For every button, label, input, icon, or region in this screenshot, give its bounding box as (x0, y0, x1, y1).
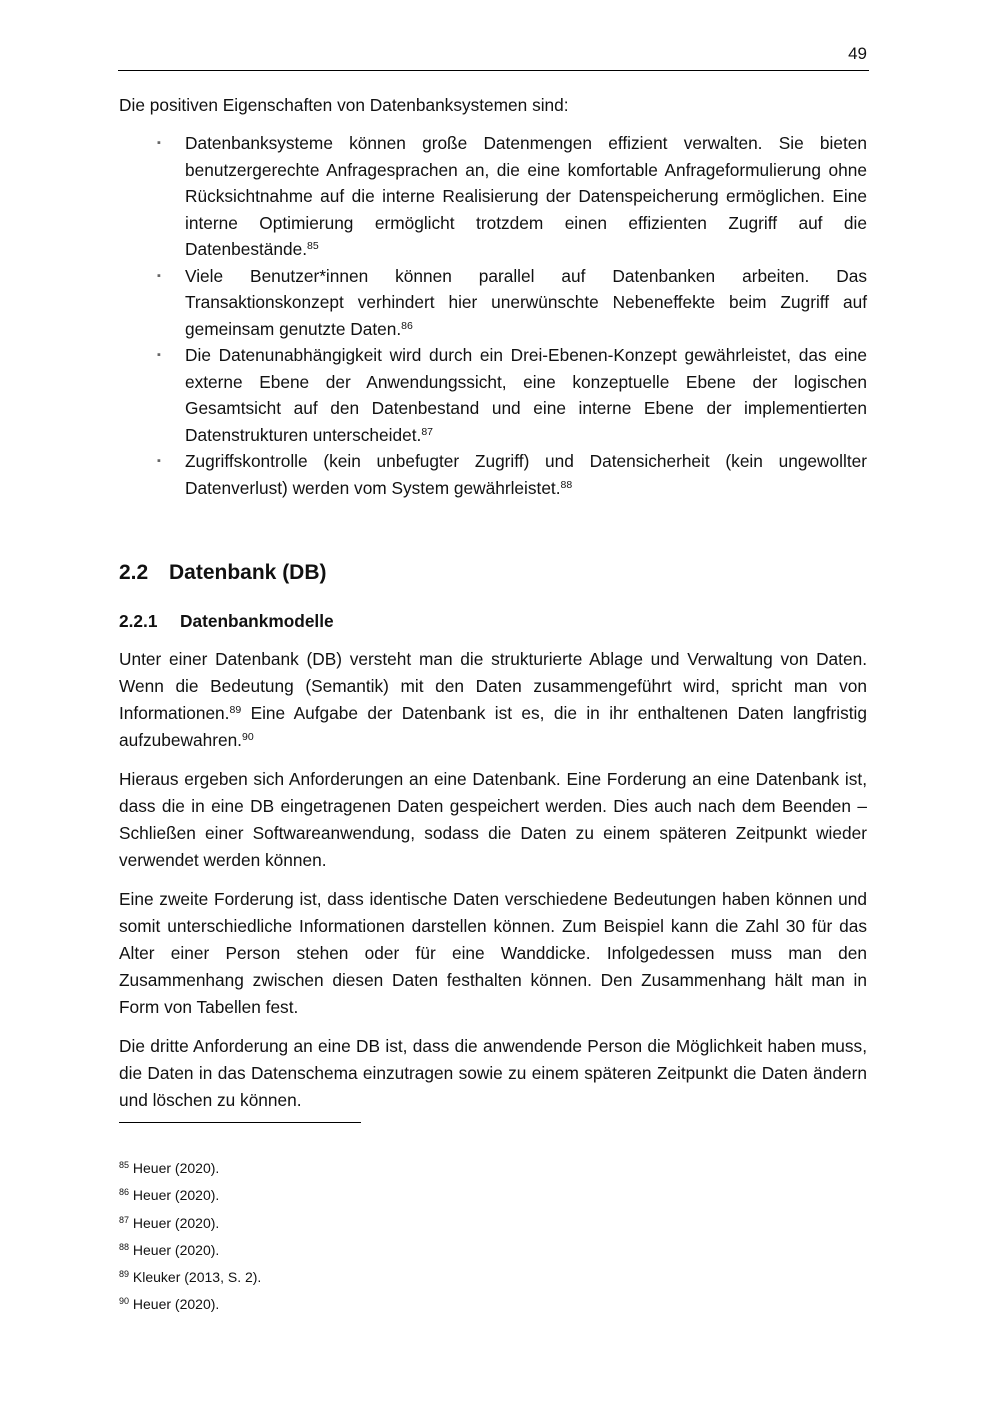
footnote-text: Heuer (2020). (132, 1160, 220, 1176)
footnote-number: 90 (119, 1296, 130, 1307)
footnote-text: Heuer (2020). (132, 1214, 220, 1231)
section-heading (119, 558, 867, 588)
footnote-ref[interactable]: 89 (229, 704, 242, 716)
footnote-text: Heuer (2020). (132, 1296, 220, 1313)
square-bullet-icon: ▪ (157, 455, 161, 467)
paragraph-text: Unter einer Datenbank (DB) versteht man die strukturierte Ablage und Verwaltung von Daten. Wenn die Bedeutung (Semantik) mit den Daten zusammengeführt wird, spricht man von Informationen. (119, 649, 867, 723)
footnote-separator (119, 1122, 361, 1123)
footnote-ref[interactable]: 85 (307, 240, 319, 252)
subsection-heading (119, 608, 867, 634)
footnote (119, 1155, 261, 1182)
footnote-number: 89 (119, 1269, 130, 1280)
footnote-text: Kleuker (2013, S. 2). (132, 1269, 262, 1286)
square-bullet-icon: ▪ (157, 269, 161, 282)
footnote-text: Heuer (2020). (132, 1187, 220, 1204)
footnote (119, 1210, 261, 1237)
body-paragraph: Hieraus ergeben sich Anforderungen an eine Datenbank. Eine Forderung an eine Datenbank ist, dass die in eine DB eingetragenen Daten gespeichert werden. Dies auch nach dem Beenden – Schließen einer Softwareanwendung, sodass die Daten zu einem späteren Zeitpunkt wieder verwendet werden können. (119, 769, 867, 870)
list-item (119, 448, 867, 501)
list-item (119, 342, 867, 448)
section-number: 2.2 (119, 561, 149, 584)
footnote-number: 85 (119, 1160, 130, 1170)
footnote (119, 1182, 261, 1209)
footnote-ref[interactable]: 88 (560, 478, 573, 491)
list-item-text: Viele Benutzer*innen können parallel auf Datenbanken arbeiten. Das Transaktionskonzept verhindert hier unerwünschte Nebeneffekte beim Zugriff auf gemeinsam genutzte Daten. (185, 265, 867, 339)
list-item-text: Die Datenunabhängigkeit wird durch ein Drei-Ebenen-Konzept gewährleistet, das eine externe Ebene der Anwendungssicht, eine konzeptuelle Ebene der logischen Gesamtsicht auf den Datenbestand und eine interne Ebene der implementierten Datenstrukturen unterscheidet. (185, 345, 867, 445)
list-item-text: Datenbanksysteme können große Datenmengen effizient verwalten. Sie bieten benutzergerechte Anfragesprachen an, die eine komfortable Anfrageformulierung ohne Rücksichtnahme auf die interne Realisierung der Datenspeicherung ermöglichen. Eine interne Optimierung ermöglicht trotzdem einen effizienten Zugriff auf die Datenbestände. (185, 133, 867, 259)
footnote-ref[interactable]: 90 (241, 731, 254, 743)
header-rule (118, 70, 869, 71)
body-paragraph: Eine zweite Forderung ist, dass identische Daten verschiedene Bedeutungen haben können und somit unterschiedliche Informationen darstellen können. Zum Beispiel kann die Zahl 30 für das Alter einer Person stehen oder für eine Wanddicke. Infolgedessen muss man den Zusammenhang zwischen diesen Daten festhalten können. Den Zusammenhang hält man in Form von Tabellen fest. (119, 889, 867, 1017)
paragraph-text: Eine Aufgabe der Datenbank ist es, die in ihr enthaltenen Daten langfristig aufzubewahren. (119, 703, 867, 750)
footnote-ref[interactable]: 87 (421, 425, 433, 438)
footnote (119, 1237, 261, 1264)
square-bullet-icon: ▪ (157, 349, 161, 361)
intro-text: Die positiven Eigenschaften von Datenbanksystemen sind: (119, 95, 569, 115)
body-paragraph: Die dritte Anforderung an eine DB ist, dass die anwendende Person die Möglichkeit haben muss, die Daten in das Datenschema einzutragen sowie zu einem späteren Zeitpunkt die Daten ändern und löschen zu können. (119, 1036, 867, 1110)
bullet-list (119, 130, 867, 501)
main-content (119, 92, 867, 1114)
footnote-text: Heuer (2020). (132, 1241, 220, 1258)
square-bullet-icon: ▪ (157, 137, 161, 149)
subsection-number: 2.2.1 (119, 611, 158, 631)
footnote (119, 1291, 261, 1318)
page-number: 49 (848, 44, 867, 63)
footnote-number: 86 (119, 1187, 130, 1198)
footnote-number: 88 (119, 1241, 130, 1252)
list-item-text: Zugriffskontrolle (kein unbefugter Zugriff) und Datensicherheit (kein ungewollter Datenverlust) werden vom System gewährleistet. (185, 451, 867, 498)
footnotes (119, 1155, 261, 1319)
list-item (119, 130, 867, 263)
section-title: Datenbank (DB) (169, 561, 327, 584)
subsection-title: Datenbankmodelle (180, 611, 334, 631)
body-paragraph (119, 646, 867, 754)
footnote-number: 87 (119, 1214, 130, 1225)
footnote-ref[interactable]: 86 (401, 319, 413, 332)
footnote (119, 1264, 261, 1291)
list-item (119, 263, 867, 343)
